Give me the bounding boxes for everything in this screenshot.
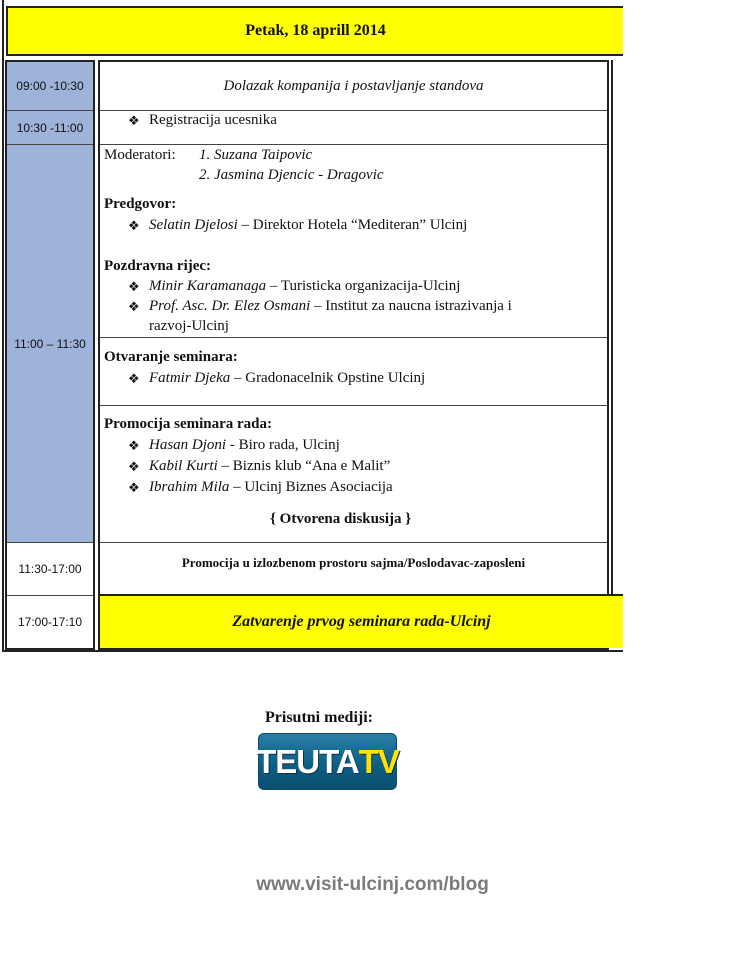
registration-text: Registracija ucesnika bbox=[149, 112, 277, 128]
arrival-text: Dolazak kompanija i postavljanje standova bbox=[223, 77, 484, 94]
closing-banner bbox=[98, 594, 623, 648]
row-arrival bbox=[100, 62, 607, 111]
moderators-label: Moderatori: bbox=[104, 147, 176, 163]
welcome-speaker-2-cont: razvoj-Ulcinj bbox=[149, 318, 229, 334]
foreword-speaker: Selatin Djelosi – Direktor Hotela “Mediteran” Ulcinj bbox=[149, 217, 468, 233]
bullet-icon: ❖ bbox=[128, 218, 140, 233]
foreword-title: Predgovor: bbox=[104, 196, 177, 212]
exhibition-text: Promocija u izlozbenom prostoru sajma/Poslodavac-zaposleni bbox=[181, 555, 526, 570]
row-speakers bbox=[100, 145, 607, 338]
program-column bbox=[98, 60, 609, 650]
bullet-icon: ❖ bbox=[128, 299, 140, 314]
teuta-tv-logo bbox=[258, 733, 397, 790]
time-slot-1130: 11:30-17:00 bbox=[7, 543, 93, 596]
media-label: Prisutni mediji: bbox=[265, 709, 373, 726]
row-exhibition bbox=[100, 543, 607, 596]
opening-speaker: Fatmir Djeka – Gradonacelnik Opstine Ulcinj bbox=[149, 370, 426, 386]
right-border-line bbox=[611, 60, 613, 594]
row-opening bbox=[100, 338, 607, 406]
promo-speaker-2: Kabil Kurti – Biznis klub “Ana e Malit” bbox=[149, 458, 391, 474]
logo-text-teuta: TEUTA bbox=[256, 742, 359, 780]
time-slot-0900: 09:00 -10:30 bbox=[7, 62, 93, 111]
promo-speaker-3: Ibrahim Mila – Ulcinj Biznes Asociacija bbox=[149, 479, 393, 495]
bullet-icon: ❖ bbox=[128, 371, 140, 386]
logo-text-tv: TV bbox=[358, 742, 399, 780]
row-registration bbox=[100, 111, 607, 145]
opening-title: Otvaranje seminara: bbox=[104, 349, 238, 365]
welcome-title: Pozdravna rijec: bbox=[104, 258, 212, 274]
footer-url: www.visit-ulcinj.com/blog bbox=[256, 874, 489, 895]
bullet-icon: ❖ bbox=[128, 279, 140, 294]
time-column bbox=[5, 60, 95, 650]
time-slot-1100: 11:00 – 11:30 bbox=[7, 145, 93, 543]
bullet-icon: ❖ bbox=[128, 438, 140, 453]
welcome-speaker-1: Minir Karamanaga – Turisticka organizacija-Ulcinj bbox=[149, 278, 461, 294]
promo-speaker-1: Hasan Djoni - Biro rada, Ulcinj bbox=[149, 437, 340, 453]
moderator-1: 1. Suzana Taipovic bbox=[199, 147, 313, 163]
schedule-header-date: Petak, 18 aprill 2014 bbox=[6, 6, 623, 56]
bullet-icon: ❖ bbox=[128, 459, 140, 474]
discussion-text: { Otvorena diskusija } bbox=[270, 511, 412, 527]
welcome-speaker-2: Prof. Asc. Dr. Elez Osmani – Institut za naucna istrazivanja i bbox=[149, 298, 512, 314]
promo-title: Promocija seminara rada: bbox=[104, 416, 273, 432]
time-slot-1700: 17:00-17:10 bbox=[7, 596, 93, 648]
moderator-2: 2. Jasmina Djencic - Dragovic bbox=[199, 167, 384, 183]
bullet-icon: ❖ bbox=[128, 113, 140, 128]
time-slot-1030: 10:30 -11:00 bbox=[7, 111, 93, 145]
closing-text: Zatvarenje prvog seminara rada-Ulcinj bbox=[232, 613, 491, 630]
bullet-icon: ❖ bbox=[128, 480, 140, 495]
row-promotion bbox=[100, 406, 607, 543]
